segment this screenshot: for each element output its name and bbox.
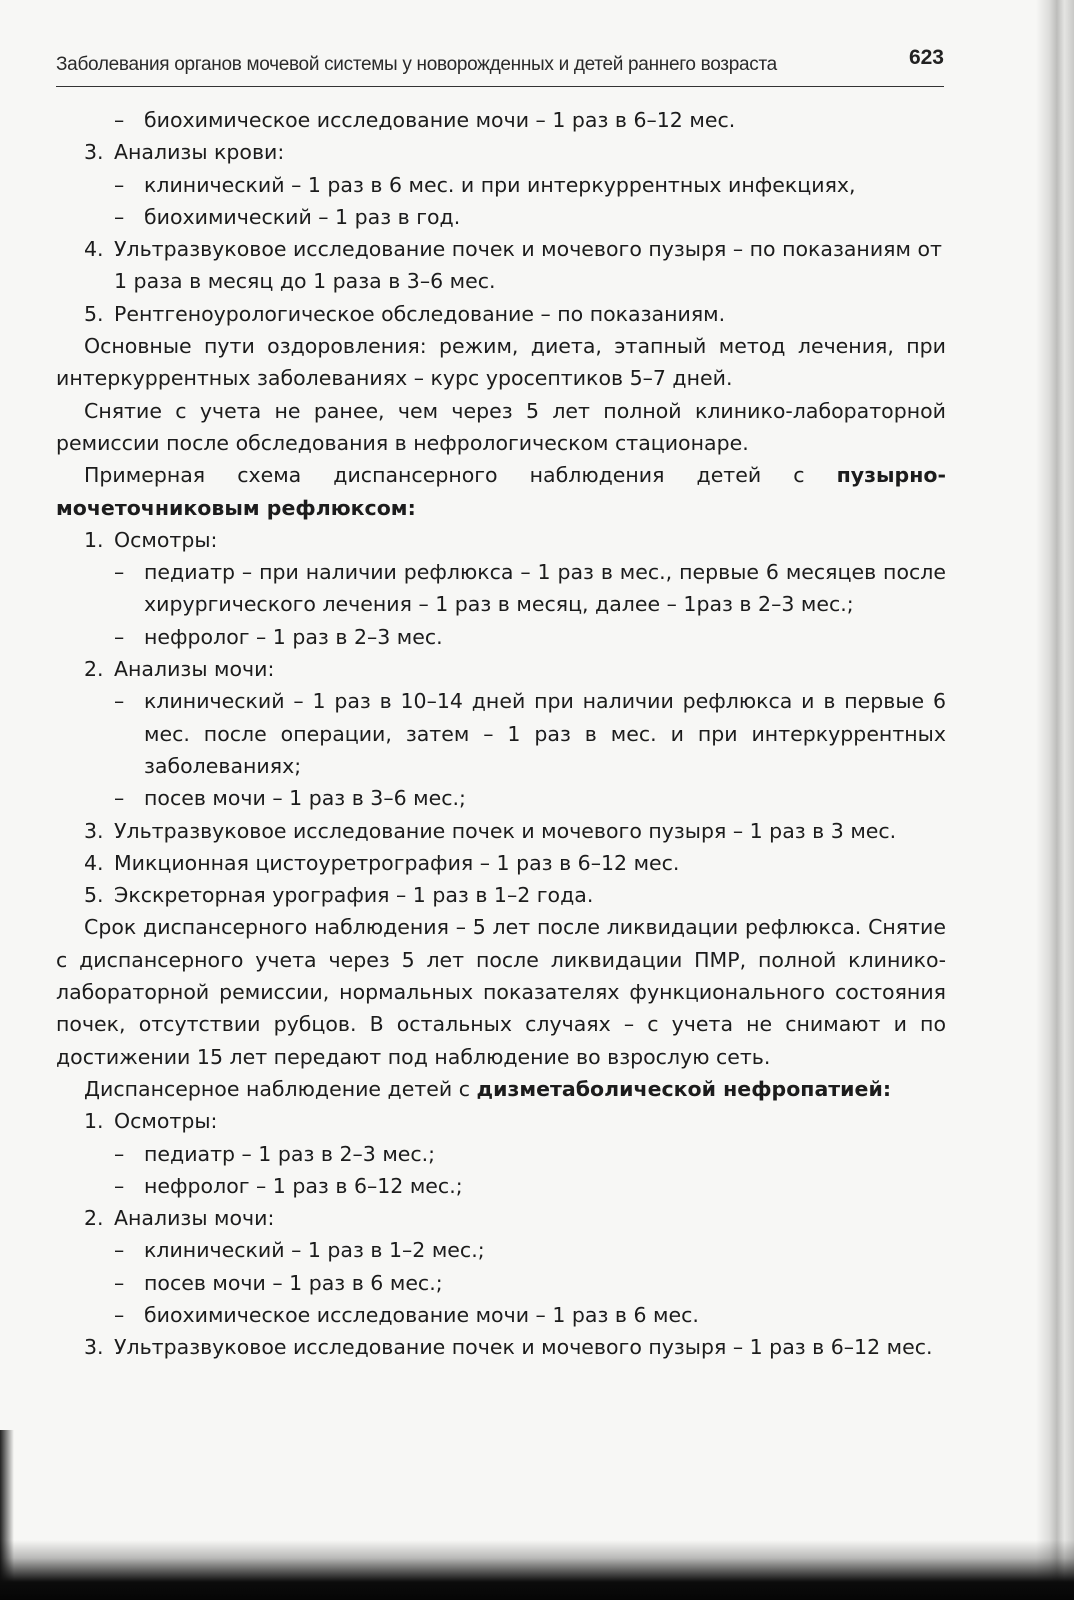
list-item: 5. Рентгеноурологическое обследование – по показаниям.: [84, 301, 726, 326]
list-item: 5. Экскреторная урография – 1 раз в 1–2 года.: [84, 883, 594, 908]
list-item: 1. Осмотры:: [84, 1109, 218, 1134]
page-right-edge-shadow: [1036, 0, 1074, 1600]
paragraph: Примерная схема диспансерного наблюдения детей с пузырно-мочеточниковым рефлюксом:: [56, 463, 946, 520]
list-subitem: – посев мочи – 1 раз в 6 мес.;: [114, 1270, 443, 1295]
paragraph: Снятие с учета не ранее, чем через 5 лет полной клинико-лабораторной ремиссии после обследования в нефрологическом стационаре.: [56, 398, 946, 455]
bold-term: пузырно-мочеточниковым рефлюксом: [56, 463, 946, 520]
list-subitem: – биохимическое исследование мочи – 1 раз в 6 мес.: [114, 1302, 699, 1327]
list-subitem: – клинический – 1 раз в 1–2 мес.;: [114, 1238, 485, 1263]
list-item: 4. Микционная цистоуретрография – 1 раз в 6–12 мес.: [84, 850, 680, 875]
paragraph: Диспансерное наблюдение детей с дизметаболической нефропатией:: [84, 1076, 892, 1101]
page-body: [56, 104, 946, 1364]
list-item: 4. Ультразвуковое исследование почек и мочевого пузыря – по показаниям от 1 раза в месяц до 1 раза в 3–6 мес.: [84, 237, 942, 294]
list-item: 2. Анализы мочи:: [84, 657, 275, 682]
list-item: 3. Анализы крови:: [84, 140, 285, 165]
paragraph: Основные пути оздоровления: режим, диета, этапный метод лечения, при интеркуррентных заболеваниях – курс уросептиков 5–7 дней.: [56, 334, 946, 391]
list-subitem: – педиатр – 1 раз в 2–3 мес.;: [114, 1141, 436, 1166]
running-header: [56, 46, 944, 86]
list-subitem: – педиатр – при наличии рефлюкса – 1 раз в мес., первые 6 месяцев после хирургического лечения – 1 раз в месяц, далее – 1раз в 2–3 мес.;: [114, 560, 946, 617]
running-header-title: Заболевания органов мочевой системы у новорожденных и детей раннего возраста: [56, 54, 777, 75]
list-subitem: – клинический – 1 раз в 6 мес. и при интеркуррентных инфекциях,: [114, 172, 856, 197]
list-subitem: – нефролог – 1 раз в 2–3 мес.: [114, 624, 443, 649]
header-rule: [56, 86, 944, 87]
page-number: 623: [908, 46, 944, 69]
list-subitem: – клинический – 1 раз в 10–14 дней при наличии рефлюкса и в первые 6 мес. после операции, затем – 1 раз в мес. и при интеркуррентных заболеваниях;: [114, 689, 946, 778]
list-item: 2. Анализы мочи:: [84, 1206, 275, 1231]
list-item: 3. Ультразвуковое исследование почек и мочевого пузыря – 1 раз в 3 мес.: [84, 818, 897, 843]
list-item: 1. Осмотры:: [84, 527, 218, 552]
list-subitem: – биохимический – 1 раз в год.: [114, 204, 461, 229]
paragraph: Срок диспансерного наблюдения – 5 лет после ликвидации рефлюкса. Снятие с диспансерного учета через 5 лет после ликвидации ПМР, полной клинико-лабораторной ремиссии, нормальных показателях функционального состояния почек, отсутствии рубцов. В остальных случаях – с учета не снимают и по достижении 15 лет передают под наблюдение во взрослую сеть.: [56, 915, 946, 1069]
list-subitem: – посев мочи – 1 раз в 3–6 мес.;: [114, 786, 466, 811]
list-subitem: – биохимическое исследование мочи – 1 раз в 6–12 мес.: [114, 108, 736, 132]
page-bottom-edge-shadow: [0, 1540, 1074, 1600]
list-subitem: – нефролог – 1 раз в 6–12 мес.;: [114, 1173, 463, 1198]
bold-term: дизметаболической нефропатией:: [476, 1076, 892, 1101]
list-item: 3. Ультразвуковое исследование почек и мочевого пузыря – 1 раз в 6–12 мес.: [84, 1335, 933, 1360]
